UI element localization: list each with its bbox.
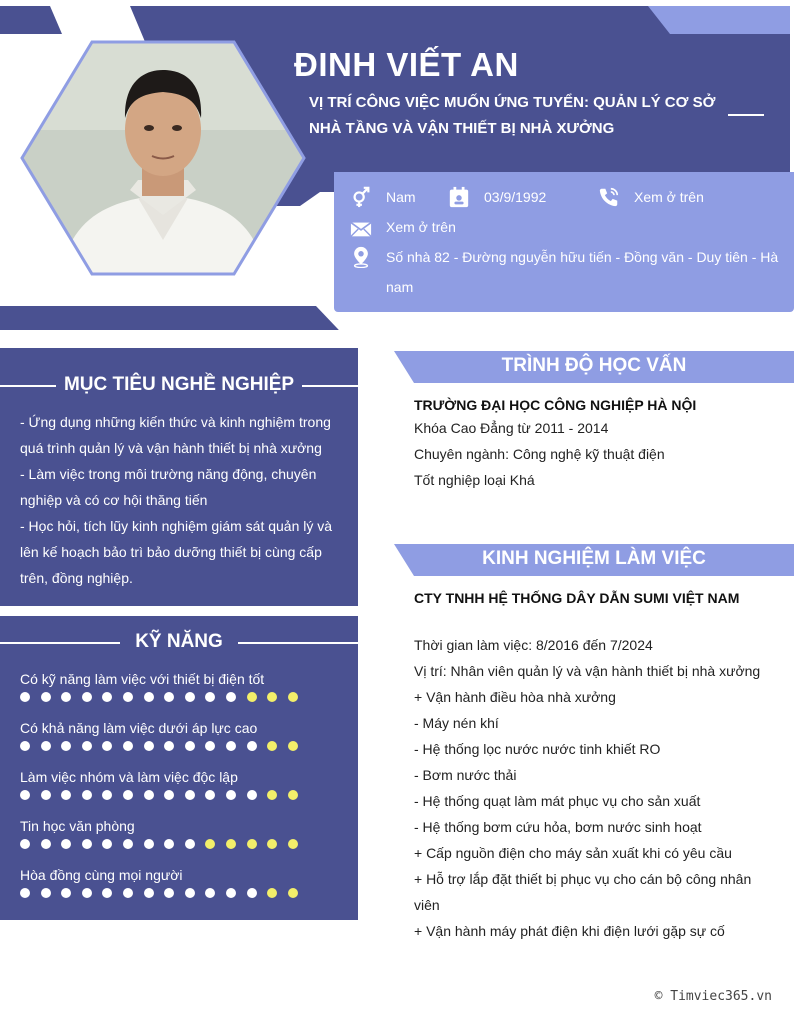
skill-dot-filled: [41, 888, 51, 898]
skill-dot-empty: [288, 692, 298, 702]
skill-dot-filled: [41, 839, 51, 849]
education-title: TRÌNH ĐỘ HỌC VẤN: [501, 355, 687, 376]
skill-dot-filled: [226, 790, 236, 800]
skill-dot-empty: [247, 839, 257, 849]
phone-value: Xem ở trên: [634, 189, 704, 205]
skill-rating: [20, 741, 298, 751]
gender-value: Nam: [386, 189, 416, 205]
skill-dot-filled: [144, 888, 154, 898]
experience-line: + Vận hành máy phát điện khi điện lưới gặp sự cố: [414, 923, 725, 939]
skill-dot-filled: [144, 839, 154, 849]
experience-line: + Hỗ trợ lắp đặt thiết bị phục vụ cho cán bộ công nhân: [414, 871, 752, 887]
skill-dot-empty: [288, 839, 298, 849]
skill-dot-filled: [123, 888, 133, 898]
location-icon: [350, 246, 372, 268]
profile-photo: [20, 40, 306, 276]
objective-line: - Ứng dụng những kiến thức và kinh nghiệm trong: [20, 414, 331, 430]
skill-dot-filled: [185, 839, 195, 849]
skill-dot-filled: [185, 692, 195, 702]
calendar-icon: [448, 186, 470, 208]
skill-dot-filled: [226, 692, 236, 702]
objective-line: trên, đồng nghiệp.: [20, 570, 133, 586]
skill-dot-filled: [82, 888, 92, 898]
skill-dot-filled: [164, 790, 174, 800]
experience-line: - Hệ thống quạt làm mát phục vụ cho sản xuất: [414, 793, 701, 809]
skill-dot-filled: [41, 741, 51, 751]
experience-line: Thời gian làm việc: 8/2016 đến 7/2024: [414, 637, 653, 653]
skill-dot-filled: [247, 790, 257, 800]
skills-title: KỸ NĂNG: [135, 631, 223, 652]
skill-dot-filled: [164, 741, 174, 751]
skill-label: Có khả năng làm việc dưới áp lực cao: [20, 720, 258, 736]
education-line: Tốt nghiệp loại Khá: [414, 472, 535, 488]
skill-dot-empty: [267, 692, 277, 702]
skill-dot-filled: [102, 692, 112, 702]
experience-details: [414, 632, 776, 944]
education-line: Khóa Cao Đẳng từ 2011 - 2014: [414, 420, 609, 436]
career-objective-title: MỤC TIÊU NGHỀ NGHIỆP: [63, 374, 295, 395]
experience-line: - Bơm nước thải: [414, 767, 517, 783]
objective-title-line-right: [302, 385, 358, 387]
education-line: Chuyên ngành: Công nghệ kỹ thuật điện: [414, 446, 665, 462]
skill-dot-empty: [288, 790, 298, 800]
skill-dot-empty: [267, 790, 277, 800]
address-line-2: nam: [386, 279, 414, 295]
school-name: TRƯỜNG ĐẠI HỌC CÔNG NGHIỆP HÀ NỘI: [414, 397, 697, 413]
skill-dot-filled: [61, 692, 71, 702]
objective-line: - Học hỏi, tích lũy kinh nghiệm giám sát quản lý và: [20, 518, 333, 534]
skill-dot-filled: [61, 888, 71, 898]
footer-watermark: © Timviec365.vn: [654, 989, 772, 1004]
skill-dot-filled: [185, 790, 195, 800]
skill-dot-empty: [288, 888, 298, 898]
birthday-value: 03/9/1992: [484, 189, 547, 205]
skill-dot-filled: [144, 692, 154, 702]
skill-dot-filled: [102, 790, 112, 800]
skill-dot-filled: [164, 888, 174, 898]
skill-dot-filled: [185, 888, 195, 898]
skill-dot-empty: [267, 888, 277, 898]
skill-dot-filled: [226, 888, 236, 898]
skill-dot-filled: [102, 888, 112, 898]
skills-title-line-left: [0, 642, 120, 644]
skill-dot-filled: [247, 888, 257, 898]
education-details: [414, 415, 784, 493]
skill-dot-filled: [61, 839, 71, 849]
skill-dot-filled: [123, 741, 133, 751]
skill-dot-empty: [247, 692, 257, 702]
experience-line: Vị trí: Nhân viên quản lý và vận hành thiết bị nhà xưởng: [414, 663, 761, 679]
skill-dot-filled: [247, 741, 257, 751]
skill-dot-filled: [82, 839, 92, 849]
objective-title-line-left: [0, 385, 56, 387]
skill-dot-filled: [20, 888, 30, 898]
company-name: CTY TNHH HỆ THỐNG DÂY DẪN SUMI VIỆT NAM: [414, 590, 740, 606]
skill-dot-filled: [205, 692, 215, 702]
experience-line: + Vận hành điều hòa nhà xưởng: [414, 689, 616, 705]
skill-dot-filled: [41, 790, 51, 800]
skill-dot-filled: [82, 741, 92, 751]
skill-dot-empty: [226, 839, 236, 849]
experience-line: viên: [414, 897, 440, 913]
candidate-name: ĐINH VIẾT AN: [294, 46, 519, 83]
skill-dot-filled: [205, 790, 215, 800]
header-divider: [728, 114, 764, 116]
skill-dot-filled: [41, 692, 51, 702]
skill-dot-filled: [205, 888, 215, 898]
skill-dot-filled: [61, 741, 71, 751]
experience-title: KINH NGHIỆM LÀM VIỆC: [482, 548, 706, 569]
skill-dot-filled: [82, 790, 92, 800]
skill-dot-filled: [102, 741, 112, 751]
skill-dot-filled: [61, 790, 71, 800]
skill-dot-filled: [185, 741, 195, 751]
skill-dot-filled: [123, 839, 133, 849]
skill-dot-filled: [123, 790, 133, 800]
skill-dot-empty: [288, 741, 298, 751]
skill-rating: [20, 888, 298, 898]
skill-rating: [20, 790, 298, 800]
skill-dot-filled: [144, 741, 154, 751]
skill-rating: [20, 839, 298, 849]
desired-position-line-1: VỊ TRÍ CÔNG VIỆC MUỐN ỨNG TUYỂN: QUẢN LÝ CƠ SỞ: [309, 94, 716, 111]
skill-dot-filled: [205, 741, 215, 751]
skill-dot-empty: [267, 741, 277, 751]
skill-dot-filled: [164, 692, 174, 702]
experience-line: - Hệ thống lọc nước nước tinh khiết RO: [414, 741, 661, 757]
objective-line: - Làm việc trong môi trường năng động, chuyên: [20, 466, 317, 482]
phone-icon: [598, 186, 620, 208]
skill-label: Làm việc nhóm và làm việc độc lập: [20, 769, 238, 785]
email-icon: [350, 218, 372, 240]
gender-icon: [350, 186, 372, 208]
email-value: Xem ở trên: [386, 219, 456, 235]
objective-line: lên kế hoạch bảo trì bảo dưỡng thiết bị cùng cấp: [20, 544, 322, 560]
career-objective-text: [20, 409, 345, 591]
skill-dot-filled: [20, 790, 30, 800]
objective-line: quá trình quản lý và vận hành thiết bị nhà xưởng: [20, 440, 322, 456]
skill-dot-empty: [205, 839, 215, 849]
skill-rating: [20, 692, 298, 702]
skill-dot-filled: [226, 741, 236, 751]
skill-dot-filled: [102, 839, 112, 849]
skills-title-line-right: [238, 642, 358, 644]
address-line-1: Số nhà 82 - Đường nguyễn hữu tiến - Đồng văn - Duy tiên - Hà: [386, 249, 779, 265]
skill-dot-filled: [144, 790, 154, 800]
objective-line: nghiệp và có cơ hội thăng tiến: [20, 492, 208, 508]
skill-dot-filled: [20, 839, 30, 849]
desired-position-line-2: NHÀ TẦNG VÀ VẬN THIẾT BỊ NHÀ XƯỞNG: [309, 120, 615, 137]
skill-dot-filled: [164, 839, 174, 849]
experience-line: + Cấp nguồn điện cho máy sản xuất khi có yêu cầu: [414, 845, 732, 861]
skill-dot-filled: [123, 692, 133, 702]
experience-line: - Máy nén khí: [414, 715, 499, 731]
skill-label: Tin học văn phòng: [20, 818, 135, 834]
skill-dot-filled: [82, 692, 92, 702]
skill-dot-filled: [20, 741, 30, 751]
skill-label: Có kỹ năng làm việc với thiết bị điện tốt: [20, 671, 265, 687]
skill-dot-filled: [20, 692, 30, 702]
experience-line: - Hệ thống bơm cứu hỏa, bơm nước sinh hoạt: [414, 819, 702, 835]
skill-label: Hòa đồng cùng mọi người: [20, 867, 183, 883]
skill-dot-empty: [267, 839, 277, 849]
